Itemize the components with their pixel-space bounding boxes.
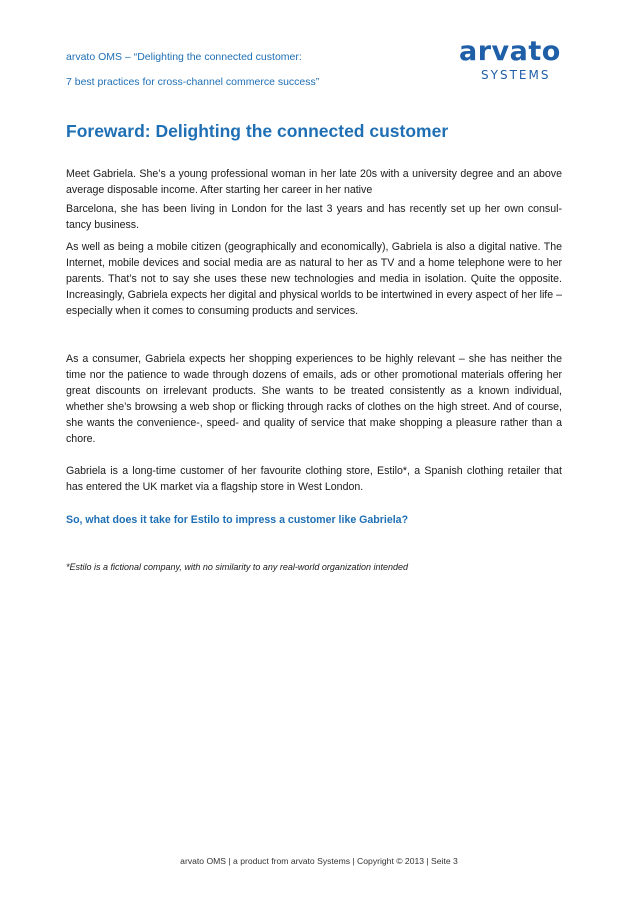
header-title-line-1: arvato OMS – “Delighting the connected customer: xyxy=(66,51,302,63)
paragraph: Meet Gabriela. She’s a young professional woman in her late 20s with a university degree and an above average disposable income. After starting her career in her native xyxy=(66,168,562,196)
paragraph: Gabriela is a long-time customer of her favourite clothing store, Estilo*, a Spanish clothing retailer that has entered the UK market via a flagship store in West London. xyxy=(66,465,562,493)
paragraph: As a consumer, Gabriela expects her shopping experiences to be highly relevant – she has neither the time nor the patience to wade through dozens of emails, ads or other promotional materials offering her great discounts on irrelevant products. She wants to be treated consistently as a known individual, whether she’s browsing a web shop or flicking through racks of clothes on the high street. And of course, she wants the convenience-, speed- and quality of service that make shopping a pleasure rather than a chore. xyxy=(66,353,562,445)
footnote: *Estilo is a fictional company, with no similarity to any real-world organization intended xyxy=(66,562,408,572)
paragraph: Barcelona, she has been living in London for the last 3 years and has recently set up her own consul-tancy business. xyxy=(66,203,562,231)
paragraph: As well as being a mobile citizen (geographically and economically), Gabriela is also a digital native. The Internet, mobile devices and social media are as natural to her as TV and a home telephone were to her parents. That’s not to say she uses these new technologies and media in isolation. Quite the opposite. Increasingly, Gabriela expects her digital and physical worlds to be intertwined in every aspect of her life – especially when it comes to consuming products and services. xyxy=(66,241,562,317)
logo-subline: SYSTEMS xyxy=(481,68,551,82)
arvato-systems-logo xyxy=(459,36,563,88)
highlight-question: So, what does it take for Estilo to impress a customer like Gabriela? xyxy=(66,514,409,526)
header-title-line-2: 7 best practices for cross-channel commerce success” xyxy=(66,76,320,88)
logo-wordmark: arvato xyxy=(459,36,561,67)
section-title: Foreward: Delighting the connected customer xyxy=(66,121,449,141)
page-footer: arvato OMS | a product from arvato Systems | Copyright © 2013 | Seite 3 xyxy=(180,856,458,866)
